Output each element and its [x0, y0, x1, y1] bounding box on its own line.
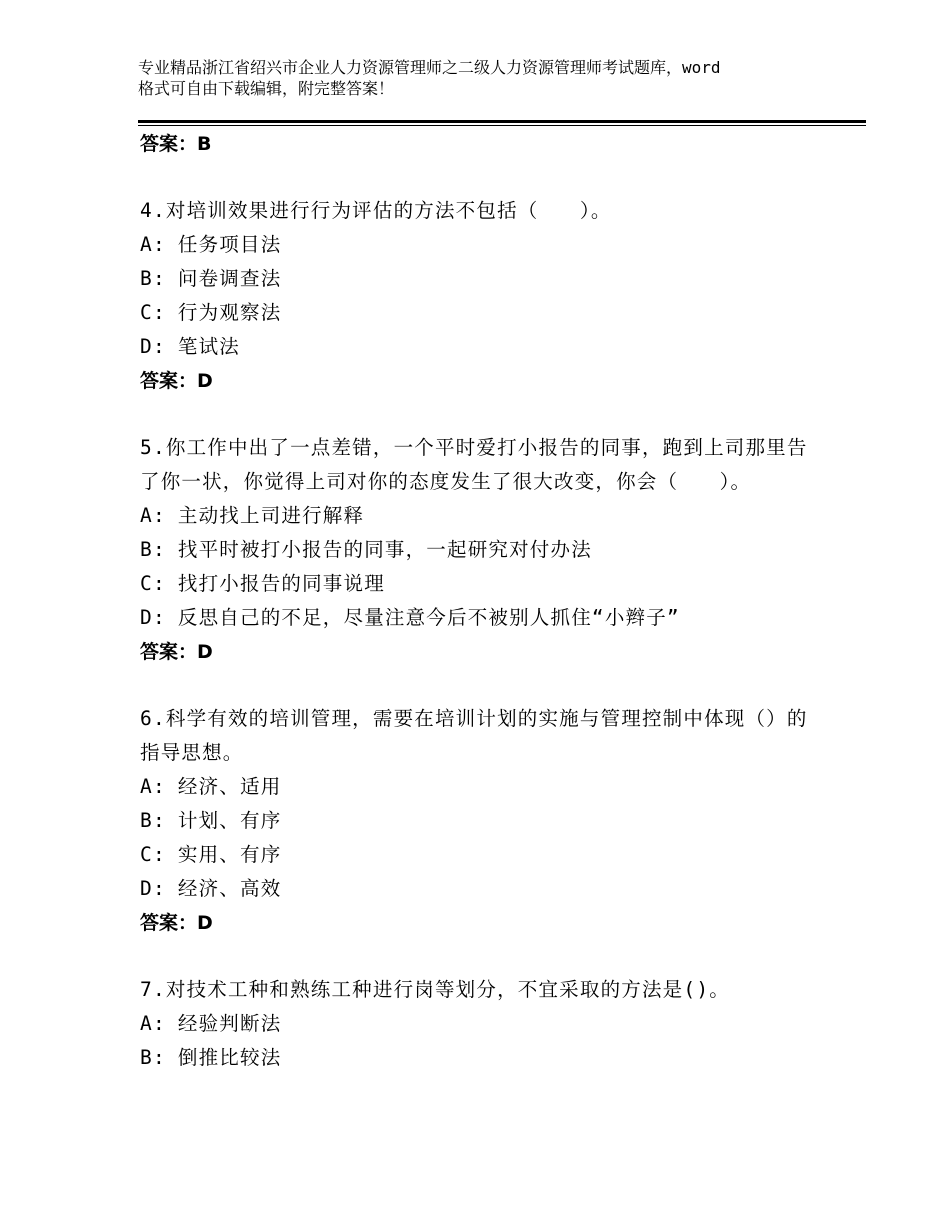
option-c	[140, 838, 820, 872]
option-text: 计划、有序	[177, 809, 282, 832]
option-key: C:	[140, 843, 166, 866]
option-key: B:	[140, 809, 166, 832]
option-text: 问卷调查法	[177, 267, 282, 290]
question-list	[140, 127, 820, 1075]
option-text: 找平时被打小报告的同事，一起研究对付办法	[177, 538, 592, 561]
header-rule-thin	[138, 125, 866, 126]
option-text: 笔试法	[177, 335, 240, 358]
option-key: A:	[140, 504, 166, 527]
option-key: C:	[140, 572, 166, 595]
option-b	[140, 1041, 820, 1075]
option-text: 行为观察法	[177, 301, 282, 324]
option-key: B:	[140, 1046, 166, 1069]
option-c	[140, 567, 820, 601]
question-block	[140, 431, 820, 669]
option-key: A:	[140, 775, 166, 798]
question-block	[140, 973, 820, 1075]
header-line-1: 专业精品浙江省绍兴市企业人力资源管理师之二级人力资源管理师考试题库，word	[138, 58, 721, 77]
option-key: D:	[140, 606, 166, 629]
question-text: 5.你工作中出了一点差错，一个平时爱打小报告的同事，跑到上司那里告了你一状，你觉得上司对你的态度发生了很大改变，你会（ ）。	[140, 436, 808, 493]
answer-line: 答案：B	[140, 133, 212, 155]
option-text: 反思自己的不足，尽量注意今后不被别人抓住“小辫子”	[177, 606, 680, 629]
option-a	[140, 228, 820, 262]
option-text: 任务项目法	[177, 233, 282, 256]
option-text: 主动找上司进行解释	[177, 504, 365, 527]
answer-line: 答案：D	[140, 370, 213, 392]
document-header	[138, 57, 838, 99]
option-b	[140, 804, 820, 838]
option-key: C:	[140, 301, 166, 324]
option-key: B:	[140, 538, 166, 561]
option-b	[140, 262, 820, 296]
option-text: 找打小报告的同事说理	[177, 572, 385, 595]
question-text: 4.对培训效果进行行为评估的方法不包括（ ）。	[140, 199, 612, 222]
option-text: 经济、高效	[177, 877, 282, 900]
option-a	[140, 1007, 820, 1041]
option-key: B:	[140, 267, 166, 290]
option-d	[140, 601, 820, 635]
question-text: 7.对技术工种和熟练工种进行岗等划分，不宜采取的方法是()。	[140, 978, 730, 1001]
question-block	[140, 194, 820, 398]
option-text: 实用、有序	[177, 843, 282, 866]
answer-line: 答案：D	[140, 641, 213, 663]
option-key: D:	[140, 877, 166, 900]
question-block	[140, 702, 820, 940]
option-key: A:	[140, 233, 166, 256]
option-key: D:	[140, 335, 166, 358]
option-a	[140, 770, 820, 804]
option-key: A:	[140, 1012, 166, 1035]
option-text: 经济、适用	[177, 775, 282, 798]
option-d	[140, 872, 820, 906]
option-text: 经验判断法	[177, 1012, 282, 1035]
option-b	[140, 533, 820, 567]
header-rule-thick	[138, 120, 866, 123]
option-d	[140, 330, 820, 364]
option-c	[140, 296, 820, 330]
option-text: 倒推比较法	[177, 1046, 282, 1069]
option-a	[140, 499, 820, 533]
answer-line: 答案：D	[140, 912, 213, 934]
header-line-2: 格式可自由下载编辑，附完整答案！	[138, 79, 395, 98]
question-text: 6.科学有效的培训管理，需要在培训计划的实施与管理控制中体现（）的指导思想。	[140, 707, 808, 764]
